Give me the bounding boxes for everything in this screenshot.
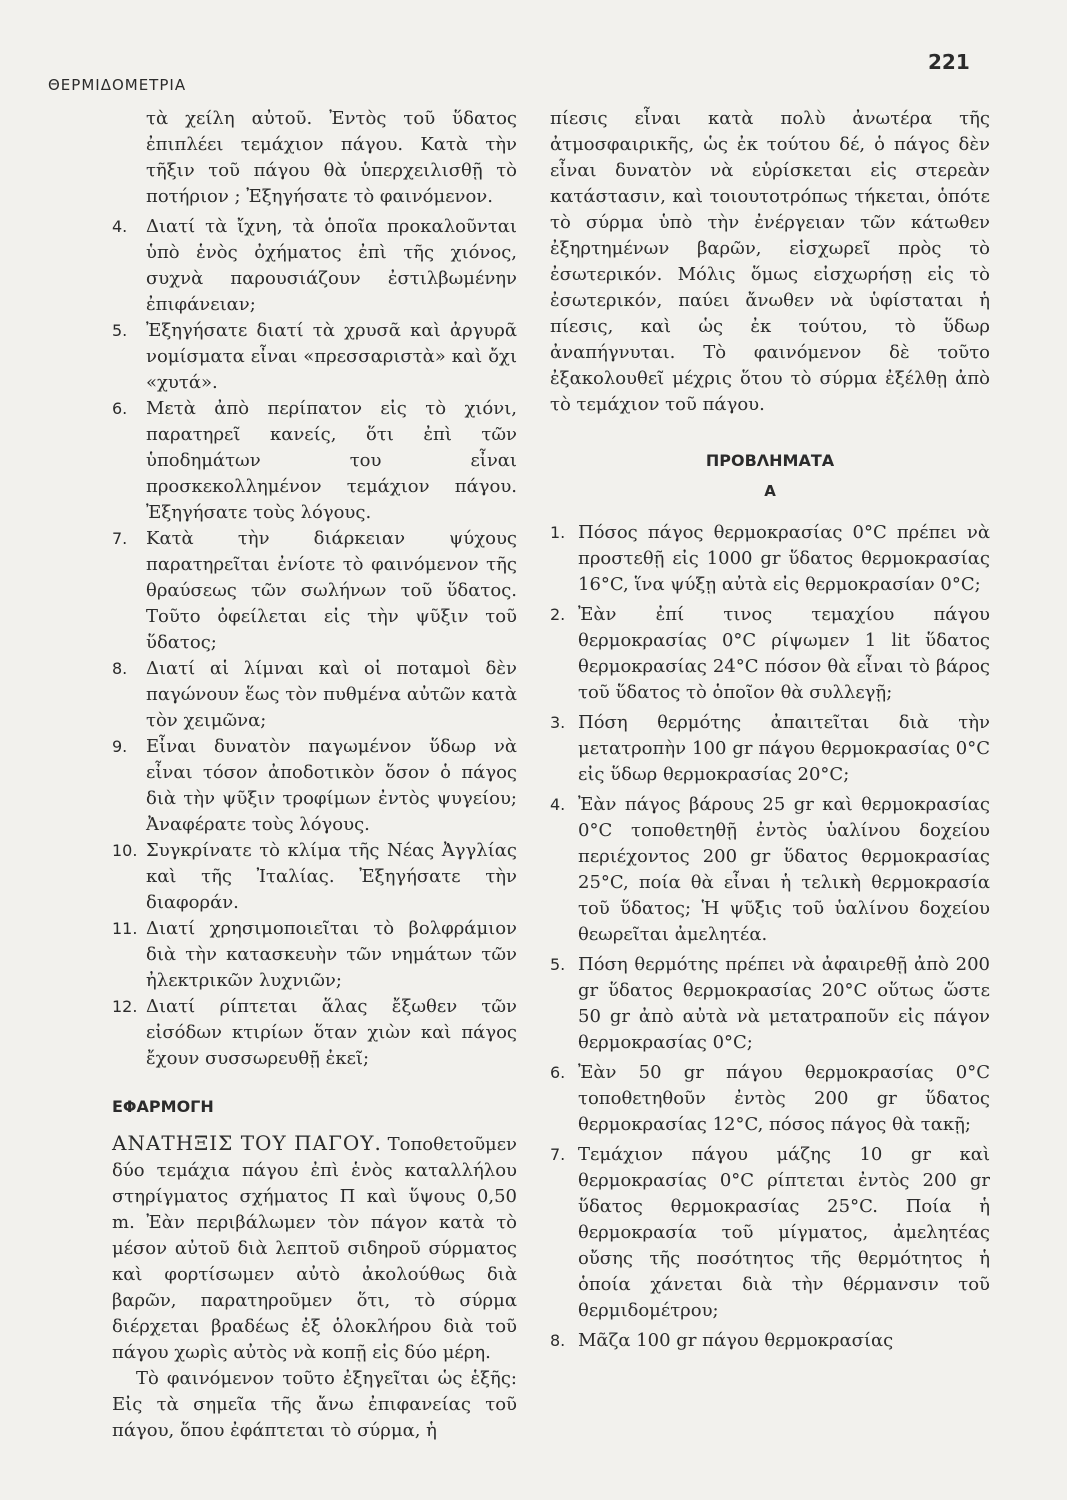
question-number: 11. [112, 919, 138, 938]
problem-text: Ἐὰν ἐπί τινος τεμαχίου πάγου θερμοκρασίας 0°C ρίψωμεν 1 lit ὕδατος θερμοκρασίας 24°C πόσον θὰ εἶναι τὸ βάρος τοῦ ὕδατος τὸ ὁποῖον θὰ συλλεγῇ; [578, 604, 990, 703]
question-text: Εἶναι δυνατὸν παγωμένον ὕδωρ νὰ εἶναι τόσον ἀποδοτικὸν ὅσον ὁ πάγος διὰ τὴν ψῦξιν τροφίμων ἐντὸς ψυγείου; Ἀναφέρατε τοὺς λόγους. [146, 736, 517, 835]
problem-number: 1. [550, 523, 566, 542]
problems-heading: ΠΡΟΒΛΗΜΑΤΑ [705, 451, 835, 470]
problem-number: 5. [550, 955, 566, 974]
right-column [550, 106, 990, 1358]
question-text: Διατί ρίπτεται ἅλας ἔξωθεν τῶν εἰσόδων κτιρίων ὅταν χιὼν καὶ πάγος ἔχουν συσσωρευθῇ ἐκεῖ; [146, 996, 517, 1069]
question-number: 7. [112, 529, 128, 548]
problem-text: Ἐὰν πάγος βάρους 25 gr καὶ θερμοκρασίας 0°C τοποθετηθῇ ἐντὸς ὑαλίνου δοχείου περιέχοντος 200 gr ὕδατος θερμοκρασίας 25°C, ποία θὰ εἶναι ἡ τελικὴ θερμοκρασία τοῦ ὕδατος; Ἡ ψῦξις τοῦ ὑαλίνου δοχείου θεωρεῖται ἀμελητέα. [578, 794, 990, 945]
problem-number: 2. [550, 605, 566, 624]
experiment-title: ΑΝΑΤΗΞΙΣ ΤΟΥ ΠΑΓΟΥ. [112, 1131, 382, 1155]
problem-text: Πόσος πάγος θερμοκρασίας 0°C πρέπει νὰ προστεθῇ εἰς 1000 gr ὕδατος θερμοκρασίας 16°C, ἵνα ψύξῃ αὐτὰ εἰς θερμοκρασίαν 0°C; [578, 522, 990, 595]
question-item [112, 994, 517, 1072]
problem-item [550, 710, 990, 788]
problem-number: 8. [550, 1331, 566, 1350]
problem-number: 6. [550, 1063, 566, 1082]
problem-item [550, 792, 990, 948]
question-text: Διατί χρησιμοποιεῖται τὸ βολφράμιον διὰ τὴν κατασκευὴν τῶν νημάτων τῶν ἠλεκτρικῶν λυχνιῶν; [146, 918, 517, 991]
application-text: Τοποθετοῦμεν δύο τεμάχια πάγου ἐπὶ ἑνὸς καταλλήλου στηρίγματος σχήματος Π καὶ ὕψους 0,50 m. Ἐὰν περιβάλωμεν τὸν πάγον κατὰ τὸ μέσον αὐτοῦ διὰ λεπτοῦ σιδηροῦ σύρματος καὶ φορτίσωμεν αὐτὸ ἀκολούθως διὰ βαρῶν, παρατηροῦμεν ὅτι, τὸ σύρμα διέρχεται βραδέως ἐξ ὁλοκλήρου διὰ τοῦ πάγου χωρὶς αὐτὸς νὰ κοπῇ εἰς δύο μέρη. [112, 1134, 517, 1363]
problem-text: Πόση θερμότης πρέπει νὰ ἀφαιρεθῇ ἀπὸ 200 gr ὕδατος θερμοκρασίας 20°C οὕτως ὥστε 50 gr ἀπὸ αὐτὰ νὰ μετατραποῦν εἰς πάγον θερμοκρασίας 0°C; [578, 954, 990, 1053]
running-head: ΘΕΡΜΙΔΟΜΕΤΡΙΑ [48, 76, 187, 94]
question-text: Διατί αἱ λίμναι καὶ οἱ ποταμοὶ δὲν παγώνουν ἕως τὸν πυθμένα αὐτῶν κατὰ τὸν χειμῶνα; [146, 658, 517, 731]
problem-item [550, 952, 990, 1056]
question-text: Διατί τὰ ἴχνη, τὰ ὁποῖα προκαλοῦνται ὑπὸ ἑνὸς ὀχήματος ἐπὶ τῆς χιόνος, συχνὰ παρουσιάζουν ἐστιλβωμένην ἐπιφάνειαν; [146, 216, 517, 315]
problem-item [550, 602, 990, 706]
question-item [112, 214, 517, 318]
question-number: 12. [112, 997, 138, 1016]
question-item [112, 318, 517, 396]
problem-text: Πόση θερμότης ἀπαιτεῖται διὰ τὴν μετατροπὴν 100 gr πάγου θερμοκρασίας 0°C εἰς ὕδωρ θερμοκρασίας 20°C; [578, 712, 990, 785]
question-number: 9. [112, 737, 128, 756]
intro-paragraph: τὰ χείλη αὐτοῦ. Ἐντὸς τοῦ ὕδατος ἐπιπλέει τεμάχιον πάγου. Κατὰ τὴν τῆξιν τοῦ πάγου θὰ ὑπερχειλισθῇ τὸ ποτήριον ; Ἐξηγήσατε τὸ φαινόμενον. [146, 108, 517, 207]
question-number: 4. [112, 217, 128, 236]
question-item [112, 526, 517, 656]
problem-number: 3. [550, 713, 566, 732]
page-number: 221 [928, 50, 970, 74]
question-text: Συγκρίνατε τὸ κλίμα τῆς Νέας Ἀγγλίας καὶ τῆς Ἰταλίας. Ἐξηγήσατε τὴν διαφοράν. [146, 840, 517, 913]
problem-number: 7. [550, 1145, 566, 1164]
question-item [112, 916, 517, 994]
problem-text: Ἐὰν 50 gr πάγου θερμοκρασίας 0°C τοποθετηθοῦν ἐντὸς 200 gr ὕδατος θερμοκρασίας 12°C, πόσος πάγος θὰ τακῇ; [578, 1062, 990, 1135]
question-item [112, 838, 517, 916]
problem-item [550, 520, 990, 598]
question-number: 6. [112, 399, 128, 418]
question-text: Μετὰ ἀπὸ περίπατον εἰς τὸ χιόνι, παρατηρεῖ κανείς, ὅτι ἐπὶ τῶν ὑποδημάτων του εἶναι προσκεκολλημένον τεμάχιον πάγου. Ἐξηγήσατε τοὺς λόγους. [146, 398, 517, 523]
question-text: Κατὰ τὴν διάρκειαν ψύχους παρατηρεῖται ἐνίοτε τὸ φαινόμενον τῆς θραύσεως τῶν σωλήνων τοῦ ὕδατος. Τοῦτο ὀφείλεται εἰς τὴν ψῦξιν τοῦ ὕδατος; [146, 528, 517, 653]
continuation-paragraph: πίεσις εἶναι κατὰ πολὺ ἀνωτέρα τῆς ἀτμοσφαιρικῆς, ὡς ἐκ τούτου δέ, ὁ πάγος δὲν εἶναι δυνατὸν νὰ εὑρίσκεται εἰς στερεὰν κατάστασιν, καὶ τοιουτοτρόπως τήκεται, ὁπότε τὸ σύρμα ὑπὸ τὴν ἐνέργειαν τῶν κάτωθεν ἐξηρτημένων βαρῶν, εἰσχωρεῖ πρὸς τὸ ἐσωτερικόν. Μόλις ὅμως εἰσχωρήσῃ εἰς τὸ ἐσωτερικόν, παύει ἄνωθεν νὰ ὑφίσταται ἡ πίεσις, καὶ ὡς ἐκ τούτου, τὸ ὕδωρ ἀναπήγνυται. Τὸ φαινόμενον δὲ τοῦτο ἐξακολουθεῖ μέχρις ὅτου τὸ σύρμα ἐξέλθῃ ἀπὸ τὸ τεμάχιον τοῦ πάγου. [550, 108, 990, 415]
question-item [112, 396, 517, 526]
application-paragraph [112, 1130, 517, 1366]
left-column [112, 106, 517, 1444]
problem-text: Τεμάχιον πάγου μάζης 10 gr καὶ θερμοκρασίας 0°C ρίπτεται ἐντὸς 200 gr ὕδατος θερμοκρασίας 25°C. Ποία ἡ θερμοκρασία τοῦ μίγματος, ἀμελητέας οὔσης τῆς ποσότητος τῆς θερμότητος ἡ ὁποία χάνεται διὰ τὴν θέρμανσιν τοῦ θερμιδομέτρου; [578, 1144, 990, 1321]
problem-item [550, 1060, 990, 1138]
question-number: 10. [112, 841, 138, 860]
problems-subheading: Α [764, 482, 776, 500]
problem-item [550, 1142, 990, 1324]
question-text: Ἐξηγήσατε διατί τὰ χρυσᾶ καὶ ἀργυρᾶ νομίσματα εἶναι «πρεσσαριστὰ» καὶ ὄχι «χυτά». [146, 320, 517, 393]
application-explanation: Τὸ φαινόμενον τοῦτο ἐξηγεῖται ὡς ἑξῆς: Εἰς τὰ σημεῖα τῆς ἄνω ἐπιφανείας τοῦ πάγου, ὅπου ἐφάπτεται τὸ σύρμα, ἡ [112, 1368, 517, 1441]
application-heading: ΕΦΑΡΜΟΓΗ [112, 1097, 214, 1116]
question-item [112, 656, 517, 734]
problem-item [550, 1328, 990, 1354]
question-number: 5. [112, 321, 128, 340]
question-item [112, 734, 517, 838]
problem-number: 4. [550, 795, 566, 814]
question-number: 8. [112, 659, 128, 678]
problem-text: Μᾶζα 100 gr πάγου θερμοκρασίας [578, 1330, 894, 1351]
problems-list [550, 520, 990, 1354]
